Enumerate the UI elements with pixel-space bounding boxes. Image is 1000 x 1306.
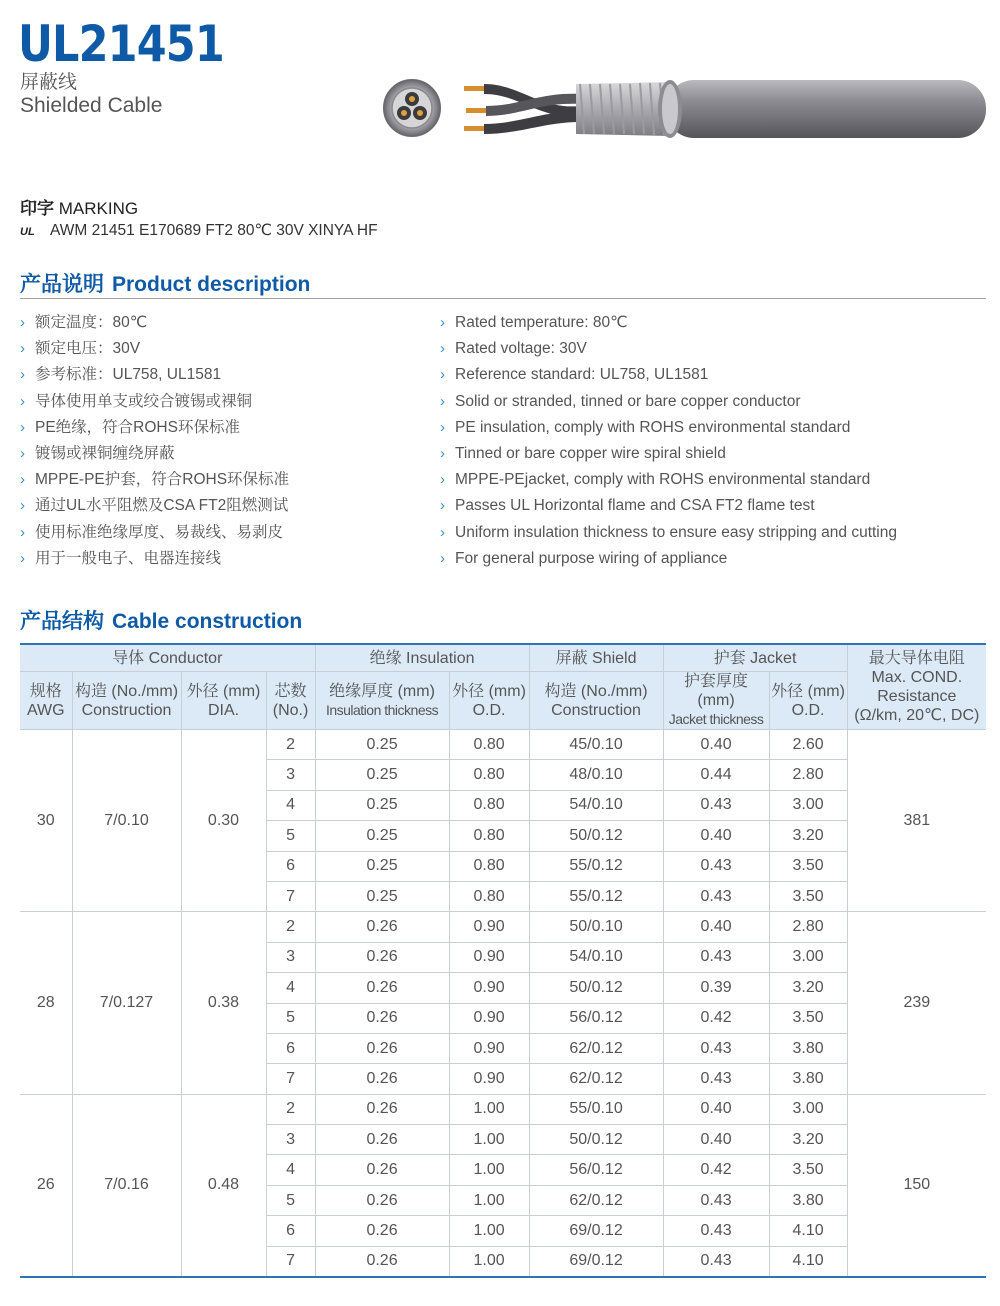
conductor-dia-cell: 0.38 — [181, 912, 266, 1094]
shield-construction-cell: 56/0.12 — [529, 1003, 663, 1033]
description-item — [20, 389, 289, 415]
description-text: Tinned or bare copper wire spiral shield — [455, 444, 726, 462]
col-awg: 规格 AWG — [20, 672, 72, 730]
description-item — [440, 467, 897, 493]
section-divider — [20, 298, 986, 299]
insulation-od-cell: 0.90 — [449, 1003, 529, 1033]
product-description-title: 产品说明 Product description — [20, 273, 311, 296]
insulation-thickness-cell: 0.26 — [315, 1033, 449, 1063]
description-item — [440, 336, 897, 362]
description-item — [20, 336, 289, 362]
jacket-thickness-cell: 0.40 — [663, 821, 769, 851]
jacket-od-cell: 3.50 — [769, 881, 847, 911]
shield-construction-cell: 54/0.10 — [529, 790, 663, 820]
chevron-right-icon: › — [20, 549, 25, 567]
chevron-right-icon: › — [20, 392, 25, 410]
jacket-thickness-cell: 0.43 — [663, 942, 769, 972]
insulation-od-cell: 0.90 — [449, 1033, 529, 1063]
awg-cell: 30 — [20, 730, 72, 912]
cores-cell: 7 — [266, 1246, 315, 1277]
chevron-right-icon: › — [440, 549, 445, 567]
cores-cell: 6 — [266, 1033, 315, 1063]
chevron-right-icon: › — [440, 314, 445, 331]
shield-construction-cell: 62/0.12 — [529, 1185, 663, 1215]
description-text: Reference standard: UL758, UL1581 — [455, 366, 709, 384]
insulation-od-cell: 0.90 — [449, 942, 529, 972]
table-row — [20, 730, 986, 760]
shield-construction-cell: 55/0.12 — [529, 851, 663, 881]
jacket-od-cell: 3.80 — [769, 1185, 847, 1215]
shield-construction-cell: 50/0.12 — [529, 973, 663, 1003]
jacket-thickness-cell: 0.43 — [663, 1246, 769, 1277]
cores-cell: 4 — [266, 790, 315, 820]
description-text: 镀锡或裸铜缠绕屏蔽 — [35, 444, 175, 462]
insulation-od-cell: 0.80 — [449, 730, 529, 760]
subtitle-cn: 屏蔽线 — [20, 72, 78, 93]
jacket-od-cell: 3.00 — [769, 790, 847, 820]
description-item — [20, 467, 289, 493]
cores-cell: 5 — [266, 821, 315, 851]
awg-cell: 26 — [20, 1094, 72, 1277]
insulation-thickness-cell: 0.26 — [315, 973, 449, 1003]
cores-cell: 7 — [266, 1064, 315, 1094]
chevron-right-icon: › — [440, 471, 445, 489]
insulation-od-cell: 0.90 — [449, 1064, 529, 1094]
group-jacket: 护套 Jacket — [663, 644, 847, 672]
description-text: PE绝缘，符合ROHS环保标准 — [35, 418, 240, 436]
jacket-thickness-cell: 0.40 — [663, 912, 769, 942]
shield-construction-cell: 45/0.10 — [529, 730, 663, 760]
jacket-thickness-cell: 0.40 — [663, 1094, 769, 1124]
cores-cell: 3 — [266, 760, 315, 790]
insulation-od-cell: 1.00 — [449, 1094, 529, 1124]
jacket-od-cell: 3.00 — [769, 942, 847, 972]
insulation-od-cell: 0.90 — [449, 912, 529, 942]
col-insulation-thickness: 绝缘厚度 (mm) Insulation thickness — [315, 672, 449, 730]
jacket-thickness-cell: 0.42 — [663, 1155, 769, 1185]
description-text: 额定温度：80℃ — [35, 314, 148, 331]
jacket-thickness-cell: 0.42 — [663, 1003, 769, 1033]
insulation-thickness-cell: 0.26 — [315, 1216, 449, 1246]
insulation-thickness-cell: 0.26 — [315, 1185, 449, 1215]
description-text: For general purpose wiring of appliance — [455, 549, 728, 567]
conductor-dia-cell: 0.48 — [181, 1094, 266, 1277]
conductor-construction-cell: 7/0.10 — [72, 730, 181, 912]
insulation-od-cell: 1.00 — [449, 1155, 529, 1185]
col-insulation-od: 外径 (mm) O.D. — [449, 672, 529, 730]
jacket-thickness-cell: 0.43 — [663, 851, 769, 881]
description-text: 导体使用单支或绞合镀锡或裸铜 — [35, 392, 253, 410]
group-resistance: 最大导体电阻 Max. COND. Resistance (Ω/km, 20℃, DC) — [847, 644, 986, 730]
cross-section-icon — [384, 80, 440, 136]
jacket-od-cell: 3.00 — [769, 1094, 847, 1124]
insulation-od-cell: 1.00 — [449, 1185, 529, 1215]
jacket-od-cell: 4.10 — [769, 1246, 847, 1277]
shield-construction-cell: 55/0.10 — [529, 1094, 663, 1124]
shield-construction-cell: 50/0.12 — [529, 821, 663, 851]
description-text: 用于一般电子、电器连接线 — [35, 549, 222, 567]
insulation-od-cell: 0.80 — [449, 881, 529, 911]
chevron-right-icon: › — [440, 444, 445, 462]
jacket-thickness-cell: 0.43 — [663, 1216, 769, 1246]
shield-construction-cell: 62/0.12 — [529, 1064, 663, 1094]
jacket-thickness-cell: 0.43 — [663, 881, 769, 911]
chevron-right-icon: › — [440, 418, 445, 436]
jacket-thickness-cell: 0.39 — [663, 973, 769, 1003]
insulation-thickness-cell: 0.26 — [315, 1094, 449, 1124]
group-shield: 屏蔽 Shield — [529, 644, 663, 672]
insulation-od-cell: 0.80 — [449, 851, 529, 881]
cores-cell: 6 — [266, 1216, 315, 1246]
chevron-right-icon: › — [20, 523, 25, 541]
cores-cell: 2 — [266, 1094, 315, 1124]
description-text: 额定电压：30V — [35, 340, 141, 358]
jacket-od-cell: 4.10 — [769, 1216, 847, 1246]
col-cores: 芯数 (No.) — [266, 672, 315, 730]
description-text: MPPE-PE护套，符合ROHS环保标准 — [35, 471, 290, 489]
shield-construction-cell: 69/0.12 — [529, 1216, 663, 1246]
description-text: Solid or stranded, tinned or bare copper conductor — [455, 392, 801, 410]
insulation-od-cell: 0.80 — [449, 790, 529, 820]
resistance-cell: 381 — [847, 730, 986, 912]
description-text: MPPE-PEjacket, comply with ROHS environmental standard — [455, 471, 871, 489]
cores-cell: 3 — [266, 1125, 315, 1155]
description-item — [20, 362, 289, 388]
cores-cell: 4 — [266, 1155, 315, 1185]
resistance-cell: 239 — [847, 912, 986, 1094]
cable-illustration — [380, 70, 990, 150]
jacket-thickness-cell: 0.43 — [663, 790, 769, 820]
marking-title: 印字 MARKING — [20, 199, 139, 218]
marking-text: UL AWM 21451 E170689 FT2 80℃ 30V XINYA HF — [20, 222, 378, 239]
description-item — [440, 389, 897, 415]
subtitle-en: Shielded Cable — [20, 94, 163, 117]
description-text: Uniform insulation thickness to ensure easy stripping and cutting — [455, 523, 897, 541]
chevron-right-icon: › — [440, 523, 445, 541]
jacket-od-cell: 2.60 — [769, 730, 847, 760]
jacket-od-cell: 2.80 — [769, 912, 847, 942]
chevron-right-icon: › — [20, 471, 25, 489]
jacket-thickness-cell: 0.43 — [663, 1064, 769, 1094]
jacket-od-cell: 3.50 — [769, 1155, 847, 1185]
cores-cell: 5 — [266, 1003, 315, 1033]
col-conductor-construction: 构造 (No./mm) Construction — [72, 672, 181, 730]
conductor-construction-cell: 7/0.127 — [72, 912, 181, 1094]
description-text: Rated temperature: 80℃ — [455, 314, 628, 331]
description-item — [440, 362, 897, 388]
chevron-right-icon: › — [440, 497, 445, 515]
jacket-od-cell: 3.20 — [769, 1125, 847, 1155]
chevron-right-icon: › — [440, 392, 445, 410]
model-title: UL21451 — [18, 15, 224, 73]
jacket-thickness-cell: 0.43 — [663, 1033, 769, 1063]
awg-cell: 28 — [20, 912, 72, 1094]
insulation-thickness-cell: 0.26 — [315, 1155, 449, 1185]
description-item — [20, 546, 289, 572]
jacket-od-cell: 3.50 — [769, 851, 847, 881]
description-text: 通过UL水平阻燃及CSA FT2阻燃测试 — [35, 497, 289, 515]
insulation-od-cell: 0.80 — [449, 821, 529, 851]
shield-construction-cell: 55/0.12 — [529, 881, 663, 911]
jacket-od-cell: 3.20 — [769, 821, 847, 851]
shield-construction-cell: 62/0.12 — [529, 1033, 663, 1063]
jacket-od-cell: 2.80 — [769, 760, 847, 790]
construction-table — [20, 643, 986, 1278]
col-conductor-dia: 外径 (mm) DIA. — [181, 672, 266, 730]
description-text: 参考标准：UL758, UL1581 — [35, 366, 222, 384]
cable-side-view — [464, 80, 986, 138]
shield-construction-cell: 50/0.10 — [529, 912, 663, 942]
chevron-right-icon: › — [20, 497, 25, 515]
conductor-dia-cell: 0.30 — [181, 730, 266, 912]
description-item — [440, 546, 897, 572]
chevron-right-icon: › — [20, 366, 25, 384]
jacket-od-cell: 3.50 — [769, 1003, 847, 1033]
description-item — [440, 310, 897, 336]
description-item — [440, 493, 897, 519]
jacket-od-cell: 3.80 — [769, 1064, 847, 1094]
shield-construction-cell: 48/0.10 — [529, 760, 663, 790]
cores-cell: 2 — [266, 912, 315, 942]
cores-cell: 6 — [266, 851, 315, 881]
description-item — [20, 520, 289, 546]
col-jacket-od: 外径 (mm) O.D. — [769, 672, 847, 730]
insulation-thickness-cell: 0.26 — [315, 942, 449, 972]
chevron-right-icon: › — [440, 340, 445, 358]
insulation-od-cell: 0.80 — [449, 760, 529, 790]
cores-cell: 3 — [266, 942, 315, 972]
group-insulation: 绝缘 Insulation — [315, 644, 529, 672]
insulation-thickness-cell: 0.26 — [315, 912, 449, 942]
insulation-thickness-cell: 0.26 — [315, 1064, 449, 1094]
chevron-right-icon: › — [20, 418, 25, 436]
resistance-cell: 150 — [847, 1094, 986, 1277]
insulation-thickness-cell: 0.25 — [315, 851, 449, 881]
cores-cell: 7 — [266, 881, 315, 911]
chevron-right-icon: › — [20, 444, 25, 462]
conductor-construction-cell: 7/0.16 — [72, 1094, 181, 1277]
cores-cell: 4 — [266, 973, 315, 1003]
insulation-thickness-cell: 0.25 — [315, 760, 449, 790]
cable-construction-title: 产品结构 Cable construction — [20, 610, 303, 633]
shield-construction-cell: 50/0.12 — [529, 1125, 663, 1155]
ul-logo-icon: UL — [20, 226, 35, 238]
col-shield-construction: 构造 (No./mm) Construction — [529, 672, 663, 730]
jacket-thickness-cell: 0.43 — [663, 1185, 769, 1215]
description-item — [440, 520, 897, 546]
jacket-thickness-cell: 0.40 — [663, 1125, 769, 1155]
jacket-thickness-cell: 0.40 — [663, 730, 769, 760]
table-row — [20, 1094, 986, 1124]
table-row — [20, 912, 986, 942]
description-item — [20, 310, 289, 336]
insulation-od-cell: 1.00 — [449, 1125, 529, 1155]
description-text: 使用标准绝缘厚度、易裁线、易剥皮 — [35, 523, 284, 541]
description-item — [440, 415, 897, 441]
insulation-thickness-cell: 0.25 — [315, 881, 449, 911]
shield-construction-cell: 54/0.10 — [529, 942, 663, 972]
insulation-thickness-cell: 0.25 — [315, 821, 449, 851]
description-text: PE insulation, comply with ROHS environmental standard — [455, 418, 851, 436]
col-jacket-thickness: 护套厚度 (mm) Jacket thickness — [663, 672, 769, 730]
chevron-right-icon: › — [20, 340, 25, 358]
shield-construction-cell: 69/0.12 — [529, 1246, 663, 1277]
description-item — [440, 441, 897, 467]
cores-cell: 5 — [266, 1185, 315, 1215]
insulation-thickness-cell: 0.25 — [315, 790, 449, 820]
insulation-thickness-cell: 0.26 — [315, 1125, 449, 1155]
insulation-thickness-cell: 0.25 — [315, 730, 449, 760]
insulation-thickness-cell: 0.26 — [315, 1246, 449, 1277]
description-item — [20, 441, 289, 467]
description-list-en — [440, 310, 897, 572]
cores-cell: 2 — [266, 730, 315, 760]
description-item — [20, 415, 289, 441]
description-text: Passes UL Horizontal flame and CSA FT2 flame test — [455, 497, 815, 515]
insulation-thickness-cell: 0.26 — [315, 1003, 449, 1033]
group-conductor: 导体 Conductor — [20, 644, 315, 672]
jacket-od-cell: 3.80 — [769, 1033, 847, 1063]
insulation-od-cell: 1.00 — [449, 1216, 529, 1246]
insulation-od-cell: 1.00 — [449, 1246, 529, 1277]
chevron-right-icon: › — [20, 314, 25, 331]
chevron-right-icon: › — [440, 366, 445, 384]
jacket-thickness-cell: 0.44 — [663, 760, 769, 790]
description-text: Rated voltage: 30V — [455, 340, 587, 358]
shield-construction-cell: 56/0.12 — [529, 1155, 663, 1185]
description-list-cn — [20, 310, 289, 572]
insulation-od-cell: 0.90 — [449, 973, 529, 1003]
jacket-od-cell: 3.20 — [769, 973, 847, 1003]
description-item — [20, 493, 289, 519]
